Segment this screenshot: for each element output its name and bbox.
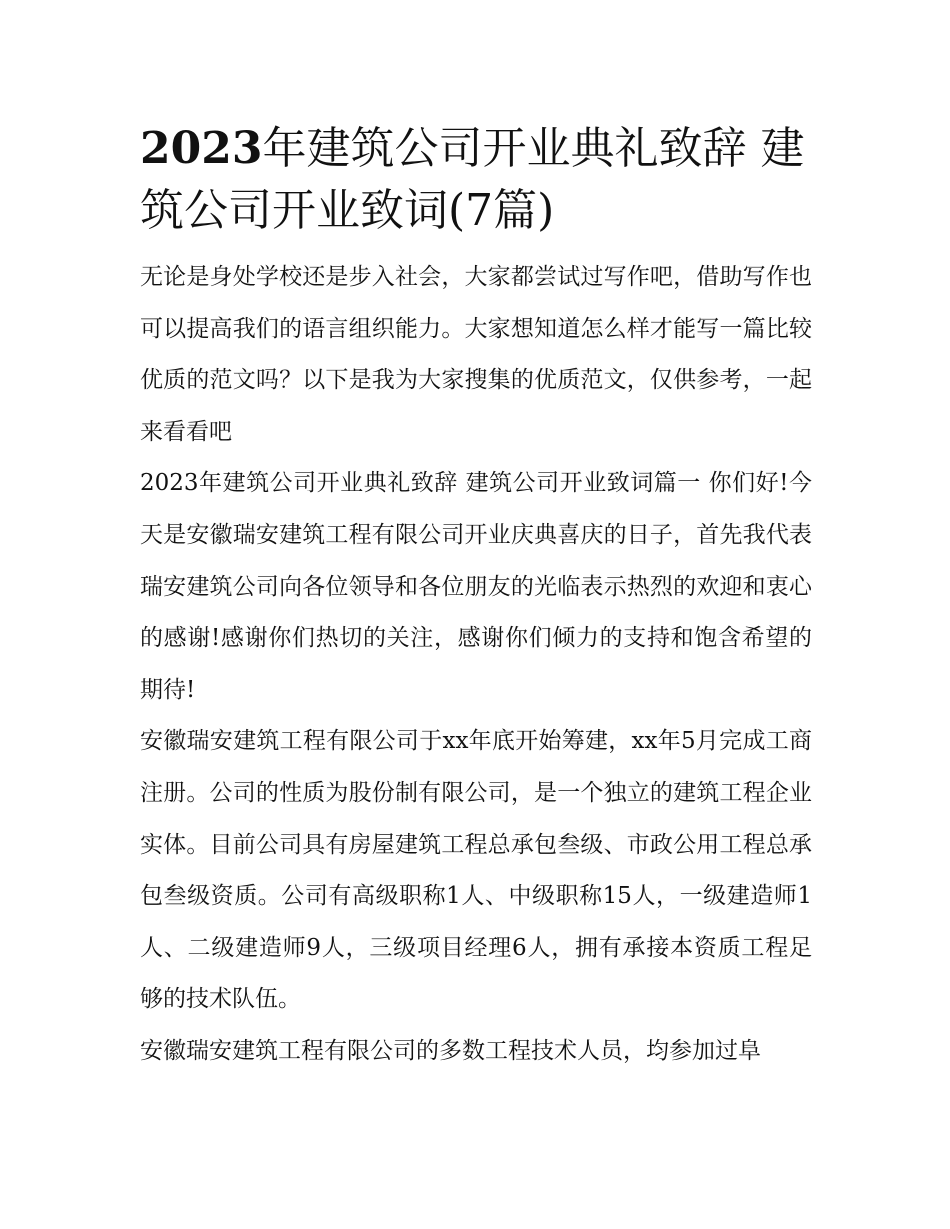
title-year: 2023 [140,123,263,174]
document-body [140,118,812,1078]
intro-paragraph: 无论是身处学校还是步入社会，大家都尝试过写作吧，借助写作也可以提高我们的语言组织能力。大家想知道怎么样才能写一篇比较优质的范文吗？以下是我为大家搜集的优质范文，仅供参考，一起来看看吧 [140,264,812,445]
document-title [140,118,812,242]
speech-paragraph-1: 2023年建筑公司开业典礼致辞 建筑公司开业致词篇一 你们好!今天是安徽瑞安建筑工程有限公司开业庆典喜庆的日子，首先我代表瑞安建筑公司向各位领导和各位朋友的光临表示热烈的欢迎和衷心的感谢!感谢你们热切的关注，感谢你们倾力的支持和饱含希望的期待! [140,470,812,703]
staff-paragraph: 安徽瑞安建筑工程有限公司的多数工程技术人员，均参加过阜 [140,1037,761,1064]
title-text: 年建筑公司开业典礼致辞 建筑公司开业致词(7篇) [140,123,805,236]
company-profile-paragraph: 安徽瑞安建筑工程有限公司于xx年底开始筹建，xx年5月完成工商注册。公司的性质为股份制有限公司，是一个独立的建筑工程企业实体。目前公司具有房屋建筑工程总承包叁级、市政公用工程总承包叁级资质。公司有高级职称1人、中级职称15人，一级建造师1人、二级建造师9人，三级项目经理6人，拥有承接本资质工程足够的技术队伍。 [140,728,812,1013]
